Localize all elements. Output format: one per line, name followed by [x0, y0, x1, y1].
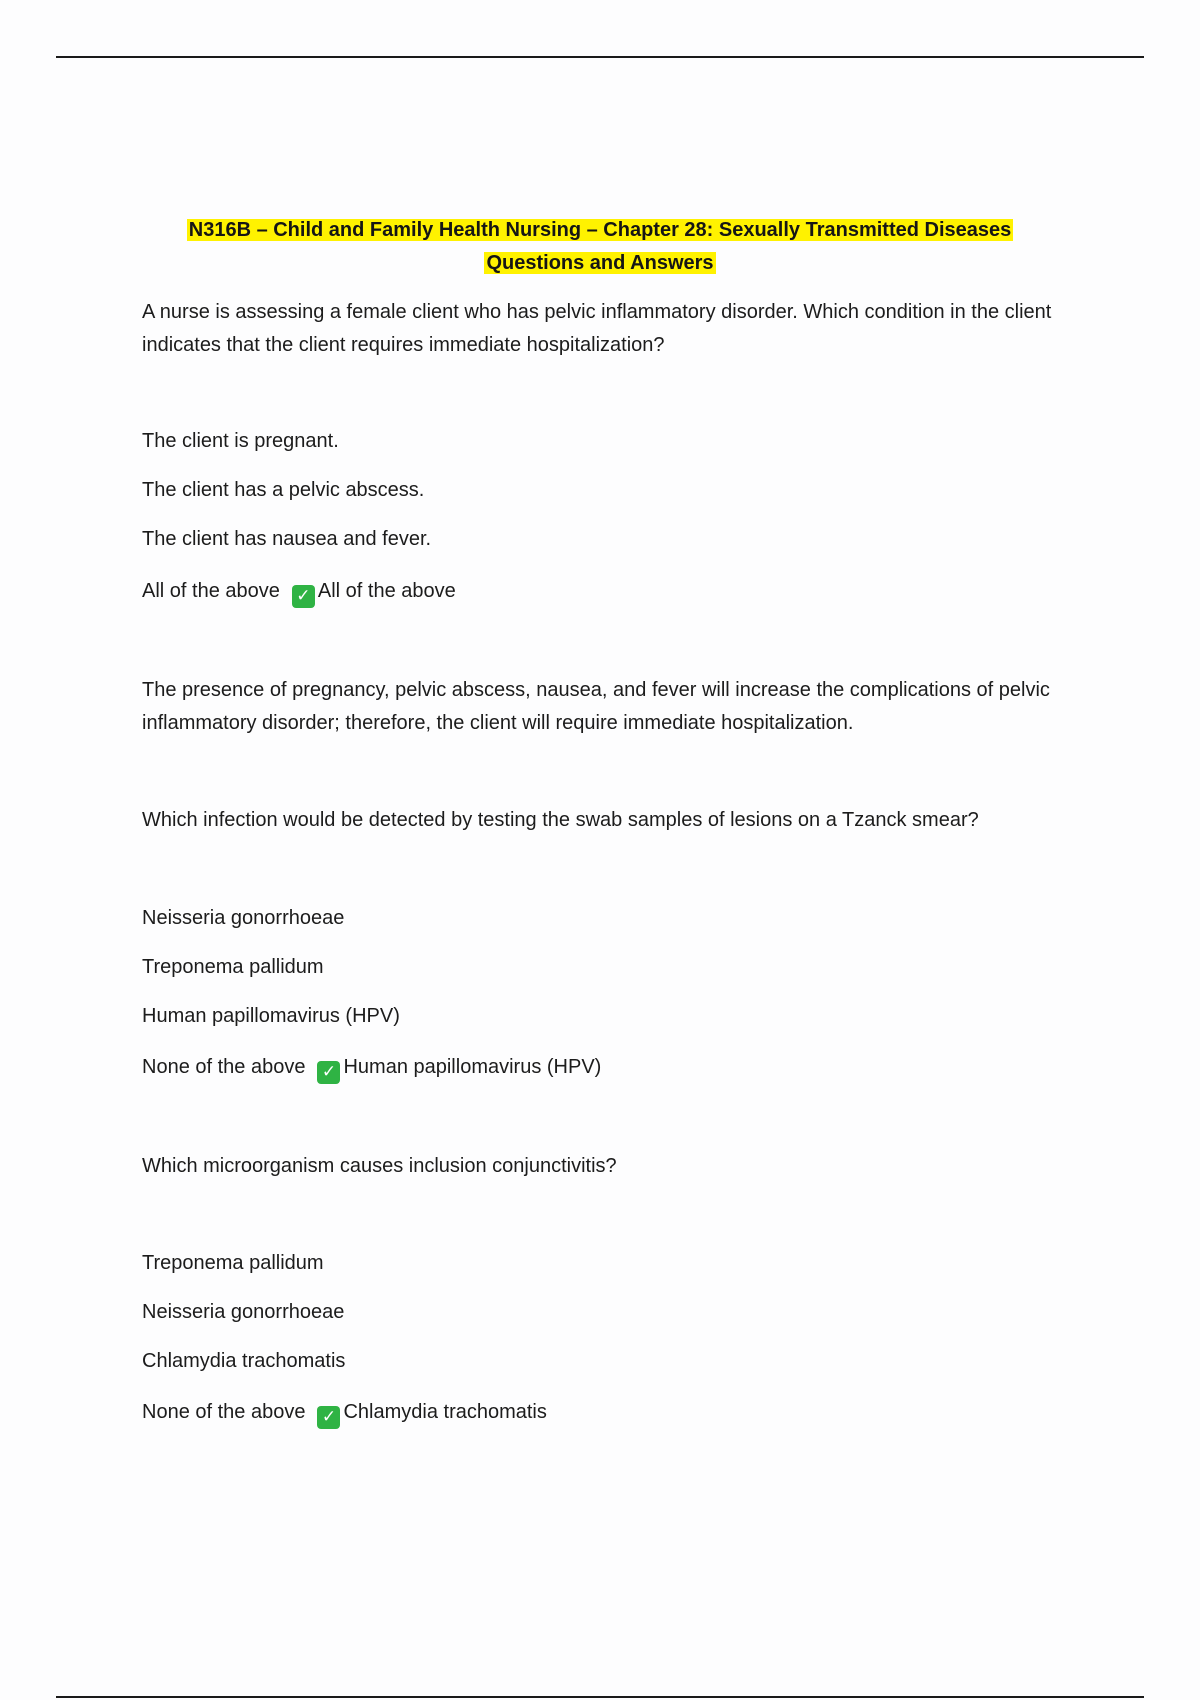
- question-2-option-2: Treponema pallidum: [142, 956, 324, 978]
- question-1-option-1: The client is pregnant.: [142, 430, 339, 452]
- question-3-option-1: Treponema pallidum: [142, 1252, 324, 1274]
- question-2-answer: Human papillomavirus (HPV): [343, 1056, 602, 1078]
- question-2-option-3: Human papillomavirus (HPV): [142, 1005, 400, 1027]
- check-icon: ✓: [317, 1406, 340, 1429]
- question-1-answer: All of the above: [317, 580, 456, 602]
- question-3-option-2: Neisseria gonorrhoeae: [142, 1301, 345, 1323]
- question-1-answer-row: [142, 575, 456, 608]
- question-1-option-4: All of the above: [142, 580, 280, 602]
- question-3-answer-row: [142, 1396, 547, 1429]
- question-2-answer-row: [142, 1051, 601, 1084]
- title-line-2: Questions and Answers: [486, 252, 714, 274]
- question-1-text: A nurse is assessing a female client who has pelvic inflammatory disorder. Which condition in the client indicates that the client requires immediate hospitalization?: [142, 301, 1052, 356]
- bottom-rule: [56, 1696, 1144, 1698]
- question-1-rationale: The presence of pregnancy, pelvic abscess, nausea, and fever will increase the complications of pelvic inflammatory disorder; therefore, the client will require immediate hospitalization.: [142, 679, 1050, 734]
- question-3-answer: Chlamydia trachomatis: [343, 1401, 547, 1423]
- question-2-option-4: None of the above: [142, 1056, 306, 1078]
- top-rule: [56, 56, 1144, 58]
- question-3-text: Which microorganism causes inclusion conjunctivitis?: [142, 1155, 617, 1177]
- question-1-option-2: The client has a pelvic abscess.: [142, 479, 425, 501]
- question-3-option-3: Chlamydia trachomatis: [142, 1350, 346, 1372]
- title-line-1: N316B – Child and Family Health Nursing – Chapter 28: Sexually Transmitted Diseases: [188, 219, 1012, 241]
- question-2-text: Which infection would be detected by testing the swab samples of lesions on a Tzanck smear?: [142, 809, 979, 831]
- check-icon: ✓: [292, 585, 315, 608]
- page-title: [100, 214, 1100, 280]
- check-icon: ✓: [317, 1061, 340, 1084]
- question-2-option-1: Neisseria gonorrhoeae: [142, 907, 345, 929]
- question-1-option-3: The client has nausea and fever.: [142, 528, 432, 550]
- question-3-option-4: None of the above: [142, 1401, 306, 1423]
